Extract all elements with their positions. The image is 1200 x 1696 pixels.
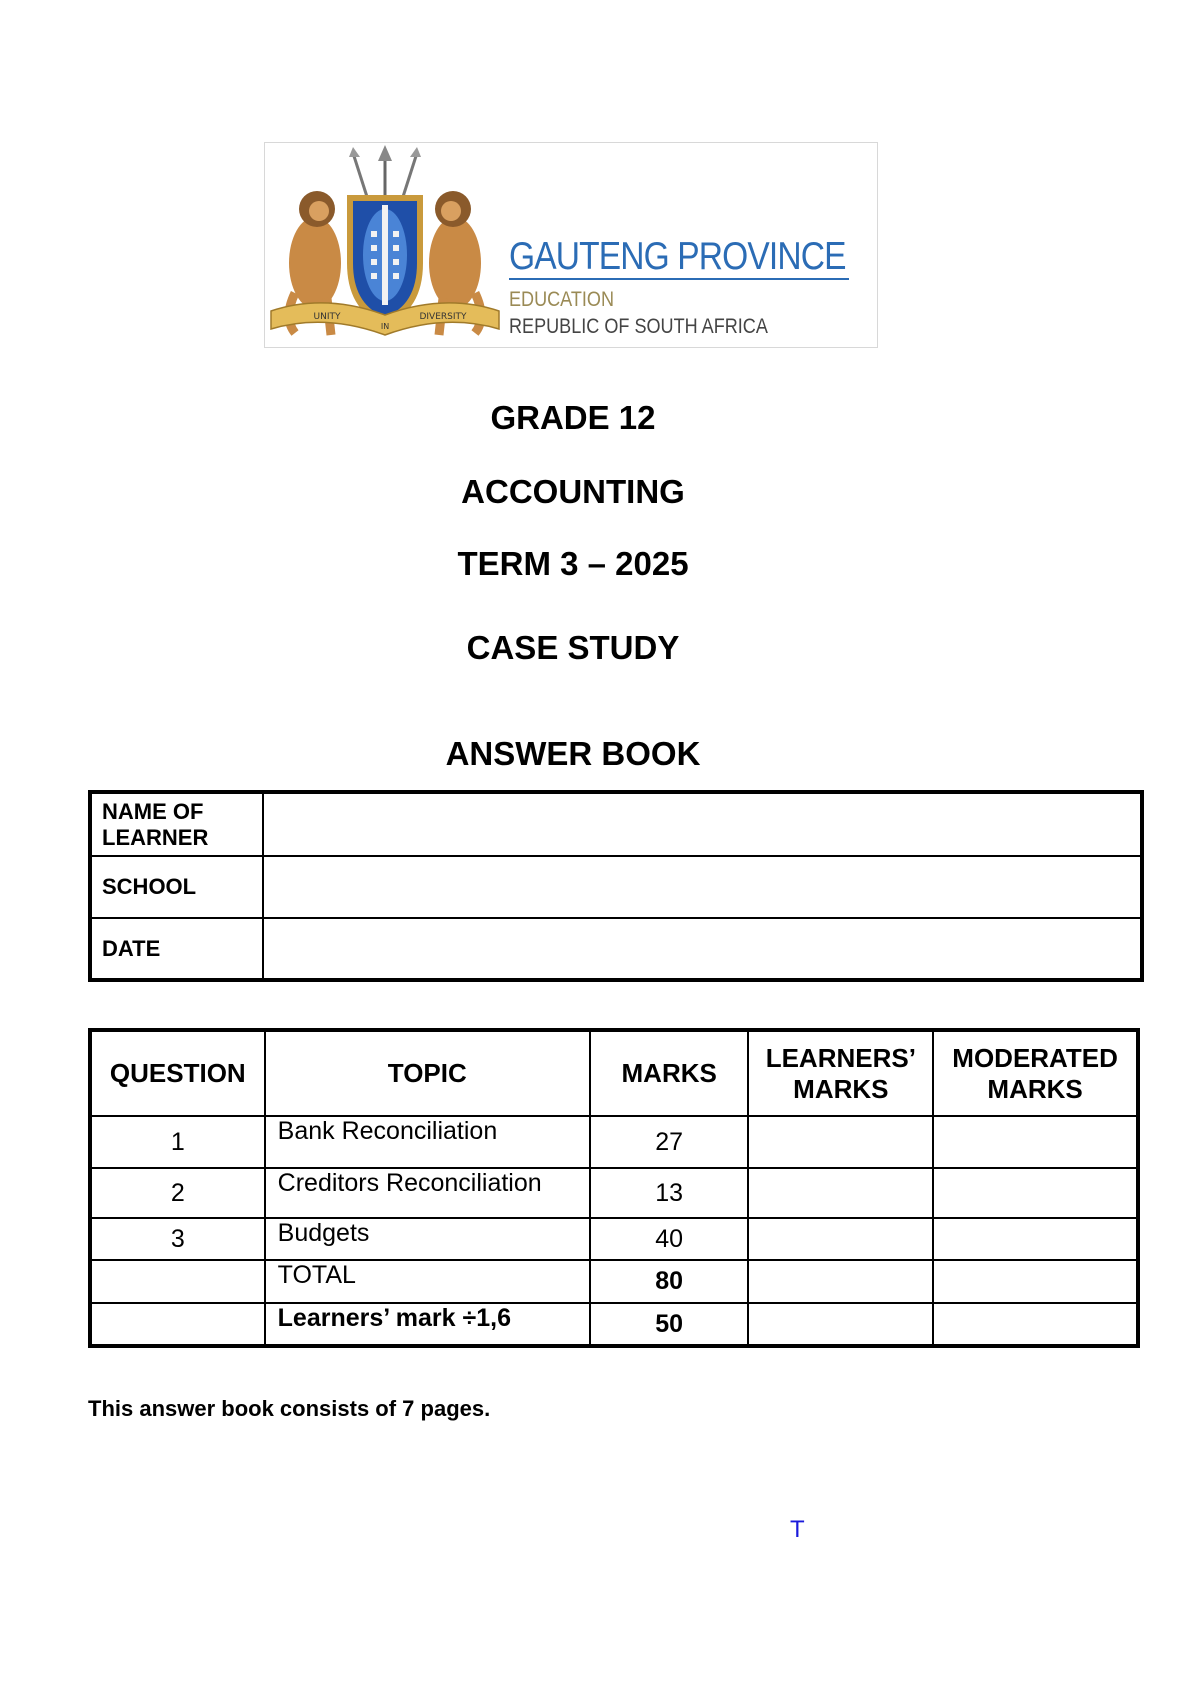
question-header: QUESTION (90, 1030, 265, 1116)
total-label: TOTAL (265, 1260, 590, 1303)
school-row (90, 856, 1142, 918)
marks-table (88, 1028, 1140, 1348)
answer-book-heading: ANSWER BOOK (445, 735, 701, 772)
date-field[interactable] (263, 918, 1142, 980)
question-cell: 3 (90, 1218, 265, 1260)
empty-cell (90, 1260, 265, 1303)
marks-cell: 13 (590, 1168, 749, 1218)
marks-cell: 27 (590, 1116, 749, 1168)
svg-text:DIVERSITY: DIVERSITY (419, 312, 467, 322)
topic-cell: Creditors Reconciliation (265, 1168, 590, 1218)
school-label: SCHOOL (90, 856, 263, 918)
moderated-mark-cell[interactable] (933, 1116, 1138, 1168)
topic-header: TOPIC (265, 1030, 590, 1116)
grade-heading: GRADE 12 (490, 399, 656, 436)
moderated-converted-cell[interactable] (933, 1303, 1138, 1346)
moderated-total-cell[interactable] (933, 1260, 1138, 1303)
gauteng-logo (264, 142, 878, 348)
table-row (90, 1218, 1138, 1260)
moderated-mark-cell[interactable] (933, 1218, 1138, 1260)
table-row (90, 1168, 1138, 1218)
name-label: NAME OF LEARNER (90, 792, 263, 856)
stray-mark: T (790, 1516, 805, 1543)
department-name: EDUCATION (509, 288, 615, 311)
total-marks: 80 (590, 1260, 749, 1303)
topic-cell: Budgets (265, 1218, 590, 1260)
marks-header: MARKS (590, 1030, 749, 1116)
pages-note: This answer book consists of 7 pages. (88, 1396, 491, 1421)
name-field[interactable] (263, 792, 1142, 856)
svg-text:IN: IN (380, 322, 390, 331)
learner-mark-cell[interactable] (748, 1116, 933, 1168)
country-name: REPUBLIC OF SOUTH AFRICA (509, 315, 768, 338)
province-name: GAUTENG PROVINCE (509, 235, 846, 278)
converted-label: Learners’ mark ÷1,6 (265, 1303, 590, 1346)
learners-marks-header: LEARNERS’ MARKS (748, 1030, 933, 1116)
date-row (90, 918, 1142, 980)
marks-cell: 40 (590, 1218, 749, 1260)
question-cell: 2 (90, 1168, 265, 1218)
learner-mark-cell[interactable] (748, 1168, 933, 1218)
header-row (90, 1030, 1138, 1116)
converted-row (90, 1303, 1138, 1346)
learner-mark-cell[interactable] (748, 1218, 933, 1260)
learner-total-cell[interactable] (748, 1260, 933, 1303)
subject-heading: ACCOUNTING (461, 473, 685, 510)
topic-cell: Bank Reconciliation (265, 1116, 590, 1168)
learner-converted-cell[interactable] (748, 1303, 933, 1346)
coat-of-arms-icon (265, 143, 505, 349)
moderated-marks-header: MODERATED MARKS (933, 1030, 1138, 1116)
table-row (90, 1116, 1138, 1168)
moderated-mark-cell[interactable] (933, 1168, 1138, 1218)
school-field[interactable] (263, 856, 1142, 918)
paper-heading: CASE STUDY (466, 629, 680, 666)
name-row (90, 792, 1142, 856)
svg-text:UNITY: UNITY (313, 312, 341, 322)
term-heading: TERM 3 – 2025 (457, 545, 689, 582)
date-label: DATE (90, 918, 263, 980)
empty-cell (90, 1303, 265, 1346)
learner-info-table (88, 790, 1144, 982)
province-divider (509, 278, 849, 280)
total-row (90, 1260, 1138, 1303)
converted-marks: 50 (590, 1303, 749, 1346)
question-cell: 1 (90, 1116, 265, 1168)
